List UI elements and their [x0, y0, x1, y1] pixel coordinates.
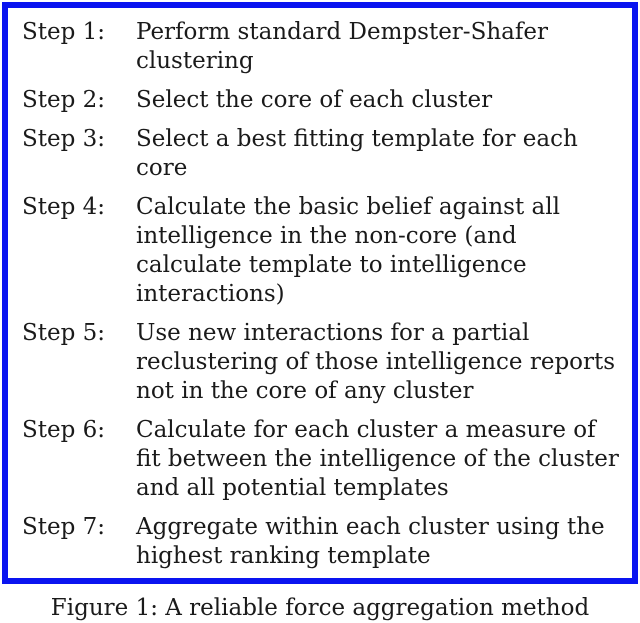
step-label: Step 2:: [22, 87, 106, 113]
step-label: Step 1:: [22, 19, 106, 45]
step-7: [22, 513, 626, 571]
step-label: Step 7:: [22, 514, 106, 540]
step-text: Calculate the basic belief against all intelligence in the non-core (and calculate template to intelligence interactions): [136, 194, 560, 307]
figure-caption: Figure 1: A reliable force aggregation method: [50, 595, 590, 621]
step-text: Perform standard Dempster-Shafer clustering: [136, 19, 548, 74]
figure-frame: [2, 2, 638, 584]
step-3: [22, 125, 626, 183]
step-label: Step 5:: [22, 320, 106, 346]
step-text: Select the core of each cluster: [136, 87, 493, 113]
step-label: Step 3:: [22, 126, 106, 152]
step-text: Aggregate within each cluster using the highest ranking template: [136, 514, 605, 569]
step-6: [22, 416, 626, 503]
step-text: Use new interactions for a partial reclustering of those intelligence reports not in the core of any cluster: [136, 320, 616, 404]
step-2: [22, 86, 626, 115]
step-label: Step 4:: [22, 194, 106, 220]
steps-list: [22, 18, 626, 571]
step-4: [22, 193, 626, 309]
step-5: [22, 319, 626, 406]
step-1: [22, 18, 626, 76]
step-text: Calculate for each cluster a measure of fit between the intelligence of the cluster and all potential templates: [136, 417, 619, 501]
step-text: Select a best fitting template for each core: [136, 126, 578, 181]
step-label: Step 6:: [22, 417, 106, 443]
